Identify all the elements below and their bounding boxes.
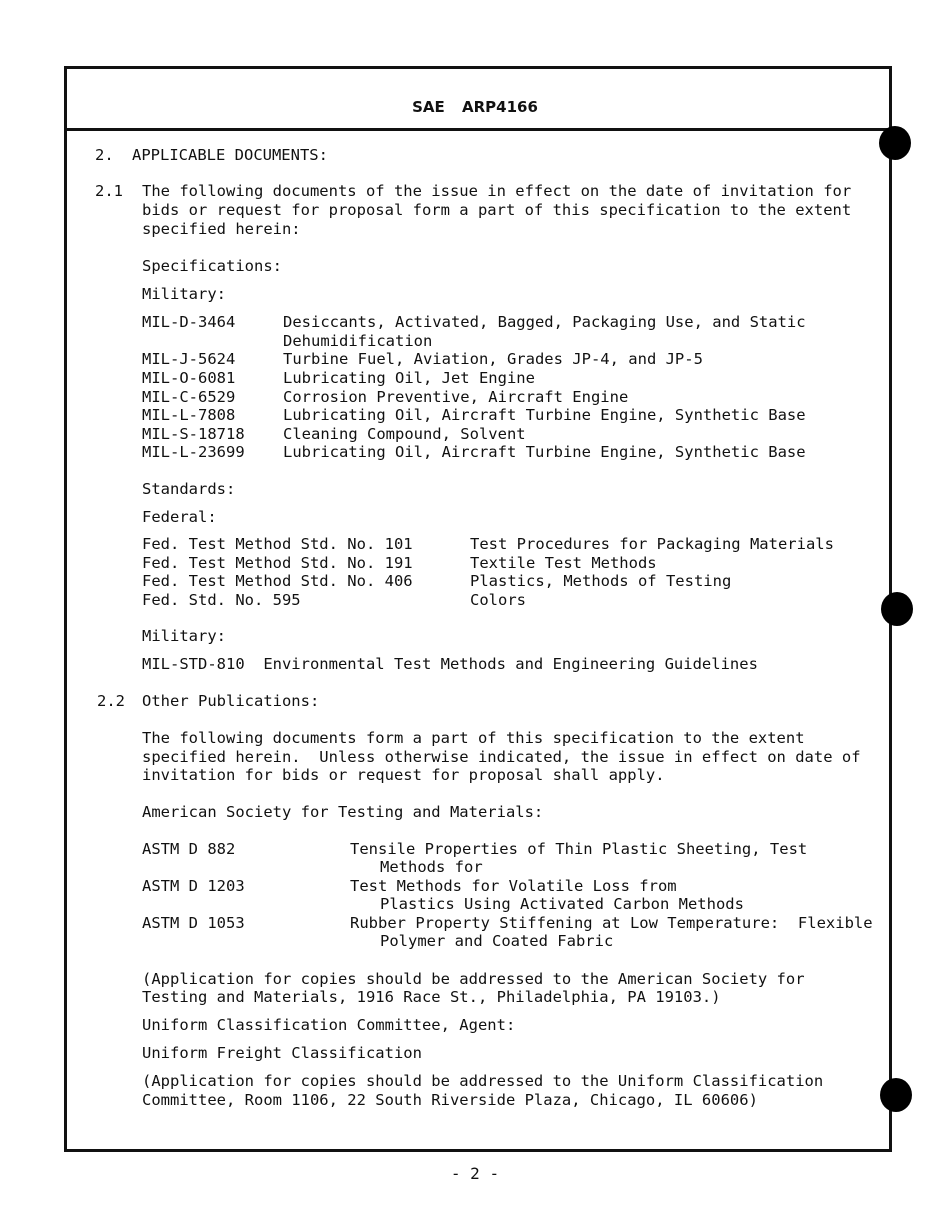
header-doc-id: ARP4166 <box>462 98 538 116</box>
astm-desc: Methods for <box>380 858 483 876</box>
standard-desc: Colors <box>470 591 526 609</box>
standard-id: Fed. Test Method Std. No. 191 <box>142 554 413 572</box>
standard-desc: Plastics, Methods of Testing <box>470 572 732 590</box>
subsection-number: 2.1 <box>95 182 123 200</box>
page-number: - 2 - <box>450 1164 500 1183</box>
paragraph-line: specified herein: <box>142 220 301 238</box>
specifications-heading: Specifications: <box>142 257 282 275</box>
header-org: SAE <box>412 98 445 116</box>
spec-id: MIL-L-23699 <box>142 443 245 461</box>
spec-desc: Desiccants, Activated, Bagged, Packaging Use, and Static <box>283 313 806 331</box>
header-rule <box>64 128 892 131</box>
astm-desc: Rubber Property Stiffening at Low Temperature: Flexible <box>350 914 873 932</box>
standard-id: Fed. Test Method Std. No. 101 <box>142 535 413 553</box>
standard-desc: Test Procedures for Packaging Materials <box>470 535 834 553</box>
spec-id: MIL-S-18718 <box>142 425 245 443</box>
mil-std-line: MIL-STD-810 Environmental Test Methods and Engineering Guidelines <box>142 655 758 673</box>
astm-desc: Plastics Using Activated Carbon Methods <box>380 895 744 913</box>
subsection-number: 2.2 <box>97 692 125 710</box>
astm-id: ASTM D 1053 <box>142 914 245 932</box>
federal-heading: Federal: <box>142 508 217 526</box>
spec-id: MIL-L-7808 <box>142 406 236 424</box>
section-number: 2. <box>95 146 114 164</box>
standard-id: Fed. Std. No. 595 <box>142 591 301 609</box>
paragraph-line: (Application for copies should be addressed to the American Society for <box>142 970 805 988</box>
ufc-line: Uniform Freight Classification <box>142 1044 422 1062</box>
paragraph-line: The following documents form a part of this specification to the extent <box>142 729 805 747</box>
military-heading: Military: <box>142 285 226 303</box>
spec-desc: Lubricating Oil, Jet Engine <box>283 369 535 387</box>
spec-desc: Lubricating Oil, Aircraft Turbine Engine, Synthetic Base <box>283 406 806 424</box>
standard-desc: Textile Test Methods <box>470 554 657 572</box>
paragraph-line: bids or request for proposal form a part of this specification to the extent <box>142 201 852 219</box>
paragraph-line: invitation for bids or request for proposal shall apply. <box>142 766 665 784</box>
astm-desc: Test Methods for Volatile Loss from <box>350 877 677 895</box>
revision-mark-dot <box>881 592 913 626</box>
spec-id: MIL-D-3464 <box>142 313 236 331</box>
astm-heading: American Society for Testing and Materials: <box>142 803 544 821</box>
revision-mark-dot <box>879 126 911 160</box>
military-heading: Military: <box>142 627 226 645</box>
standard-id: Fed. Test Method Std. No. 406 <box>142 572 413 590</box>
paragraph-line: Testing and Materials, 1916 Race St., Philadelphia, PA 19103.) <box>142 988 721 1006</box>
astm-id: ASTM D 882 <box>142 840 236 858</box>
astm-id: ASTM D 1203 <box>142 877 245 895</box>
section-title: APPLICABLE DOCUMENTS: <box>132 146 328 164</box>
spec-id: MIL-O-6081 <box>142 369 236 387</box>
standards-heading: Standards: <box>142 480 236 498</box>
spec-desc: Turbine Fuel, Aviation, Grades JP-4, and JP-5 <box>283 350 703 368</box>
paragraph-line: The following documents of the issue in effect on the date of invitation for <box>142 182 852 200</box>
spec-desc: Dehumidification <box>283 332 433 350</box>
revision-mark-dot <box>880 1078 912 1112</box>
spec-id: MIL-C-6529 <box>142 388 236 406</box>
spec-desc: Corrosion Preventive, Aircraft Engine <box>283 388 629 406</box>
ucc-heading: Uniform Classification Committee, Agent: <box>142 1016 516 1034</box>
paragraph-line: (Application for copies should be addressed to the Uniform Classification <box>142 1072 824 1090</box>
spec-desc: Cleaning Compound, Solvent <box>283 425 526 443</box>
paragraph-line: Committee, Room 1106, 22 South Riverside Plaza, Chicago, IL 60606) <box>142 1091 758 1109</box>
spec-id: MIL-J-5624 <box>142 350 236 368</box>
subsection-title: Other Publications: <box>142 692 320 710</box>
page-header <box>0 98 950 116</box>
astm-desc: Tensile Properties of Thin Plastic Sheeting, Test <box>350 840 808 858</box>
spec-desc: Lubricating Oil, Aircraft Turbine Engine, Synthetic Base <box>283 443 806 461</box>
astm-desc: Polymer and Coated Fabric <box>380 932 614 950</box>
paragraph-line: specified herein. Unless otherwise indicated, the issue in effect on date of <box>142 748 861 766</box>
